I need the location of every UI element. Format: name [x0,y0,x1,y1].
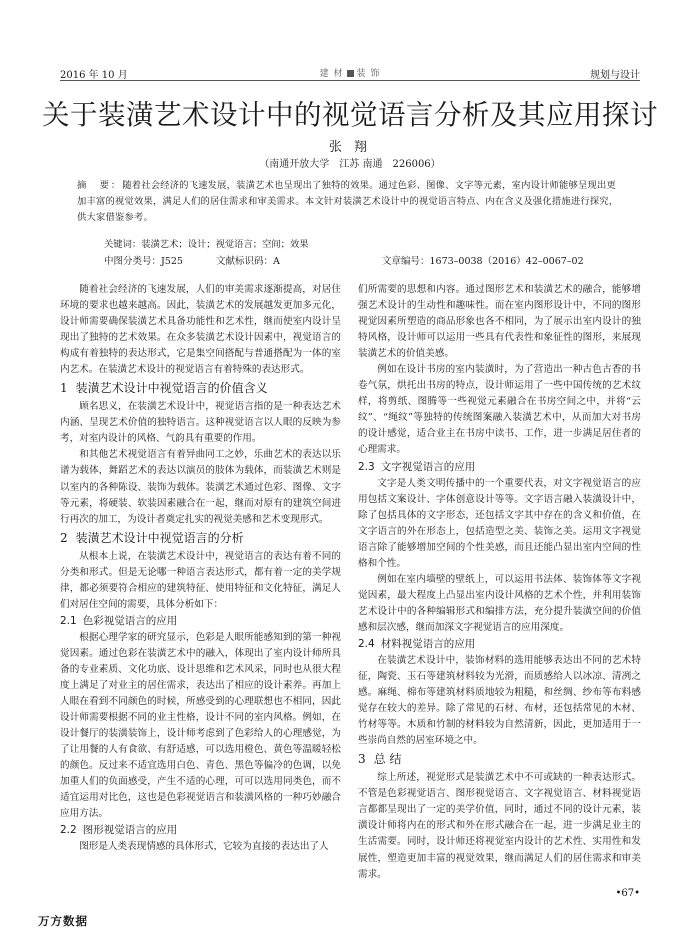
abstract-text: 随着社会经济的飞速发展，装潢艺术也呈现出了独特的效果。通过色彩、图像、文字等元素，室内设计师能够呈现出更加丰富的视觉效果，满足人们的居住需求和审美需求。本文针对装潢艺术设计中的视觉语言特点、内在含义及强化措施进行探究，供大家借鉴参考。 [77,180,619,223]
subsection-title: 色彩视觉语言的应用 [82,614,178,627]
paragraph: 在装潢艺术设计中，装饰材料的选用能够表达出不同的艺术特征，陶瓷、玉石等建筑材料较为光滑，而质感给人以冰凉、清冽之感。麻绳、棉布等建筑材料质地较为粗糙，和丝绸、纱布等布料感觉存在较大的差异。除了常见的石材、布材，还包括常见的木材、竹材等等。木质和竹制的材料较为自然清新，因此，更加适用于一些崇尚自然的居室环境之中。 [358,654,641,747]
section-number: 1 [60,381,68,396]
paragraph: 综上所述，视觉形式是装潢艺术中不可或缺的一种表达形式。不管是色彩视觉语言、图形视觉语言、文字视觉语言、材料视觉语言都都呈现出了一定的美学价值，同时，通过不同的设计元素，装潢设计师将内在的形式和外在形式融合在一起，进一步满足业主的生活需要。同时，设计师还将视觉室内设计的艺术性、实用性和发展性，塑造更加丰富的视觉效果，继而满足人们的居住需求和审美需求。 [358,772,641,880]
subsection-number: 2.1 [60,614,77,627]
issue-date: 2016 年 10 月 [60,70,128,81]
journal-name [60,66,640,79]
paragraph-continued: 们所需要的思想和内容。通过图形艺术和装潢艺术的融合，能够增强艺术设计的生动性和趣味性。而在室内图形设计中，不同的图形视觉因素所塑造的商品形象也各不相同，为了展示出室内设计的独特风格，设计师可以运用一些具有代表性和象征性的图形，来展现装潢艺术的价值美感。 [358,284,641,360]
abstract-label: 摘 要： [77,180,123,191]
section-1-heading [60,379,341,398]
section-3-heading [358,750,641,769]
paragraph: 从根本上说，在装潢艺术设计中，视觉语言的表达有着不同的分类和形式。但是无论哪一种语言表达形式，都有着一定的美学规律，都必须要符合相应的建筑特征、使用特征和文化特征，满足人们对居住空间的需要，具体分析如下： [60,550,341,610]
subsection-number: 2.3 [358,460,375,473]
column-name: 规划与设计 [590,70,640,81]
wanfang-watermark: 万方数据 [38,914,88,928]
section-number: 3 [358,752,366,767]
paragraph: 例如在室内墙壁的壁纸上，可以运用书法体、装饰体等文字视觉因素，最大程度上凸显出室内设计风格的艺术个性，并利用装饰艺术设计中的各种编辑形式和编排方法，充分提升装潢空间的价值感和层次感，继而加深文字视觉语言的应用深度。 [358,573,641,633]
right-column [358,282,641,883]
subsection-2-1-heading [60,613,341,630]
page-number: •67• [615,888,640,899]
clc-number: 中图分类号：J525 [104,256,183,267]
subsection-2-3-heading [358,459,641,476]
classification-line [104,253,624,267]
document-code: 文献标识码：A [216,256,280,267]
keywords [104,236,622,250]
section-number: 2 [60,530,68,545]
keywords-label: 关键词： [104,239,142,250]
subsection-title: 材料视觉语言的应用 [380,637,476,650]
article-title: 关于装潢艺术设计中的视觉语言分析及其应用探讨 [42,99,658,131]
square-separator-icon [347,70,354,77]
subsection-number: 2.2 [60,824,77,837]
paragraph: 根据心理学家的研究显示，色彩是人眼所能感知到的第一种视觉因素。通过色彩在装潢艺术中的融入，体现出了室内设计师所具备的专业素质、文化功底、设计思维和艺术风采，同时也从很大程度上满足了对业主的居住需求，表达出了相应的设计素养。再加上人眼在看到不同颜色的时候，所感受到的心理联想也不相同，因此设计师需要根据不同的业主性格，设计不同的室内风格。例如，在设计餐厅的装潢装饰上，设计师考虑到了色彩给人的心理感觉，为了让用餐的人有食欲、有舒适感，可以选用橙色、黄色等温暖轻松的颜色。反过来不适宜选用白色、青色、黑色等偏冷的色调，以免加重人们的负面感受，产生不适的心理，可可以选用同类色，而不适宜运用对比色，这也是色彩视觉语言和装潢风格的一种巧妙融合应用方法。 [60,631,341,820]
keywords-text: 装潢艺术；设计；视觉语言；空间；效果 [141,239,309,250]
author-name: 张 翔 [328,140,372,155]
subsection-title: 图形视觉语言的应用 [82,824,178,837]
author-affiliation: （南通开放大学 江苏 南通 226006） [259,159,441,170]
section-title: 装潢艺术设计中视觉语言的分析 [75,530,244,545]
subsection-2-4-heading [358,636,641,653]
journal-name-text: 建 材 装 饰 [319,69,381,79]
section-title: 总 结 [373,752,402,767]
section-title: 装潢艺术设计中视觉语言的价值含义 [75,381,268,396]
article-number: 文章编号：1673–0038（2016）42–0067–02 [382,256,584,267]
subsection-title: 文字视觉语言的应用 [380,460,476,473]
section-2-heading [60,529,341,548]
paragraph: 顾名思义，在装潢艺术设计中，视觉语言指的是一种表达艺术内涵、呈现艺术价值的独特语言。这种视觉语言以人眼的反映为参考，对室内设计的风格、气韵具有重要的作用。 [60,401,341,445]
subsection-2-2-heading [60,822,341,839]
subsection-number: 2.4 [358,637,375,650]
running-header [60,64,640,81]
abstract [77,178,622,226]
paragraph: 和其他艺术视觉语言有着异曲同工之妙，乐曲艺术的表达以乐谱为载体，舞蹈艺术的表达以演员的肢体为载体，而装潢艺术则是以室内的各种陈设、装饰为载体。装潢艺术通过色彩、图像、文字等元素，将硬装、软装因素融合在一起，继而对原有的建筑空间进行再次的加工，为设计者奠定扎实的视觉美感和艺术变现形式。 [60,449,341,525]
left-column [60,282,341,855]
intro-paragraph: 随着社会经济的飞速发展，人们的审美需求逐渐提高，对居住环境的要求也越来越高。因此，装潢艺术的发展越发更加多元化，设计师需要确保装潢艺术具备功能性和艺术性，继而使室内设计呈现出了独特的艺术效果。在众多装潢艺术设计因素中，视觉语言的构成有着独特的表达形式，它是集空间搭配与普通搭配为一体的室内艺术。在装潢艺术设计的视觉语言有着特殊的表达形式。 [60,284,341,376]
paragraph: 图形是人类表现情感的具体形式，它较为直接的表达出了人 [79,841,329,853]
paragraph: 例如在设计书房的室内装潢时，为了营造出一种古色古香的书卷气氛，烘托出书房的特点，设计师运用了一些中国传统的艺术纹样，将剪纸、图腾等一些视觉元素融合在书房空间之中，并将“云纹”、“绳纹”等独特的传统图案融入装潢艺术中，从而加大对书房的设计感觉，适合业主在书房中读书、工作，进一步满足居住者的心理需求。 [358,364,641,456]
paragraph: 文字是人类文明传播中的一个重要代表，对文字视觉语言的应用包括文案设计、字体创意设计等等。文字语言融入装潢设计中，除了包括具体的文字形态，还包括文字其中存在的含义和价值，在文字语言的外在形态上，包括造型之美、装饰之美。运用文字视觉语言除了能够增加空间的个性美感，而且还能凸显出室内空间的性格和个性。 [358,477,641,569]
